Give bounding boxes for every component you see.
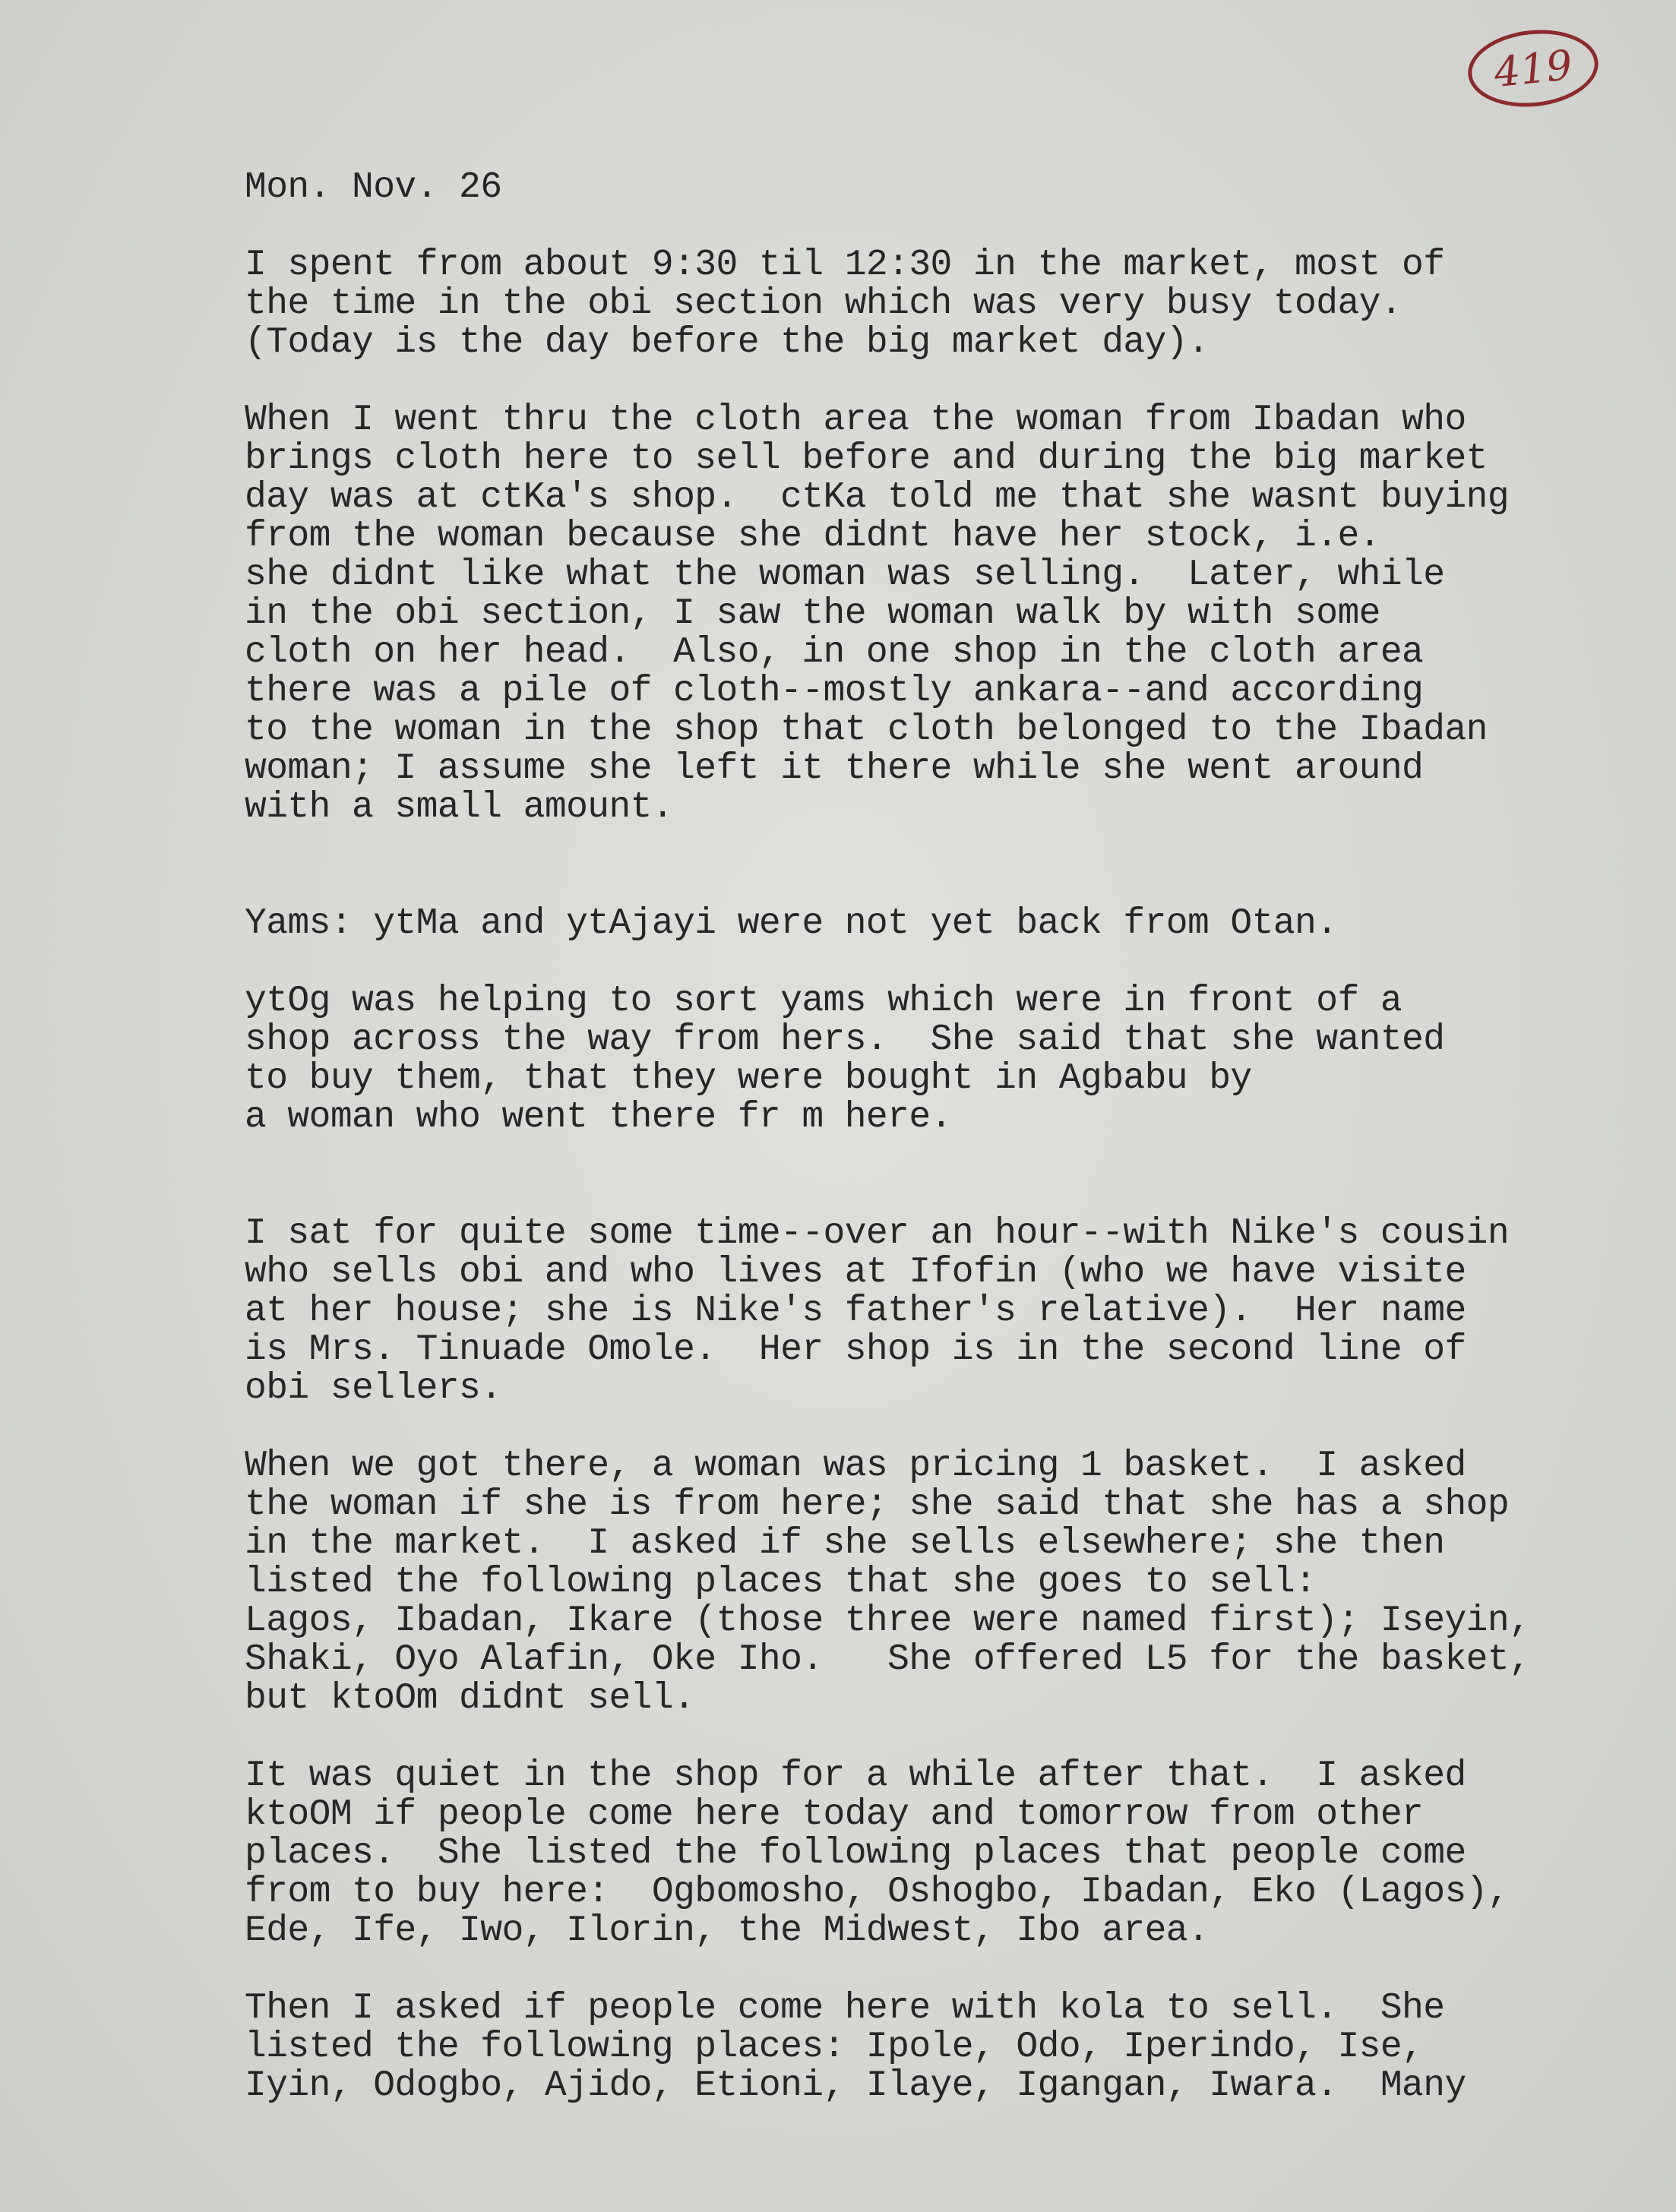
text-line: cloth on her head. Also, in one shop in the cloth area [245,632,1424,673]
text-line: (Today is the day before the big market day). [245,322,1210,363]
text-line: Then I asked if people come here with kola to sell. She [245,1988,1445,2029]
text-line: places. She listed the following places that people come [245,1833,1466,1874]
text-line: day was at ctKa's shop. ctKa told me that she wasnt buying [245,477,1510,518]
text-line: from to buy here: Ogbomosho, Oshogbo, Ibadan, Eko (Lagos), [245,1872,1510,1913]
text-line: there was a pile of cloth--mostly ankara--and according [245,671,1424,712]
paragraph [245,1757,1658,1951]
text-line: It was quiet in the shop for a while after that. I asked [245,1755,1466,1796]
text-line: is Mrs. Tinuade Omole. Her shop is in the second line of [245,1329,1466,1370]
paragraph [245,1447,1658,1718]
text-line: who sells obi and who lives at Ifofin (who we have visite [245,1252,1466,1293]
text-line: Shaki, Oyo Alafin, Oke Iho. She offered L5 for the basket, [245,1639,1531,1680]
text-line: from the woman because she didnt have her stock, i.e. [245,516,1380,557]
paragraph [245,905,1658,943]
text-line: she didnt like what the woman was selling. Later, while [245,555,1445,596]
text-line: Ede, Ife, Iwo, Ilorin, the Midwest, Ibo area. [245,1910,1210,1951]
page-number-stamp: 419 [1464,24,1602,112]
text-line: to the woman in the shop that cloth belonged to the Ibadan [245,709,1488,750]
text-line: at her house; she is Nike's father's relative). Her name [245,1291,1466,1332]
text-line: Iyin, Odogbo, Ajido, Etioni, Ilaye, Igangan, Iwara. Many [245,2065,1466,2106]
text-line: the woman if she is from here; she said that she has a shop [245,1484,1510,1525]
paragraph [245,246,1658,362]
text-line: ytOg was helping to sort yams which were in front of a [245,981,1402,1022]
text-line: obi sellers. [245,1368,502,1409]
text-line: woman; I assume she left it there while she went around [245,748,1424,789]
text-line: shop across the way from hers. She said that she wanted [245,1019,1445,1060]
text-line: but ktoOm didnt sell. [245,1678,695,1719]
text-line: the time in the obi section which was very busy today. [245,283,1402,324]
paragraph [245,982,1658,1137]
text-line: in the obi section, I saw the woman walk by with some [245,593,1380,634]
text-line: I sat for quite some time--over an hour--with Nike's cousin [245,1213,1510,1254]
date-heading: Mon. Nov. 26 [245,167,502,208]
text-line: in the market. I asked if she sells elsewhere; she then [245,1523,1445,1564]
text-line: listed the following places: Ipole, Odo, Iperindo, Ise, [245,2027,1424,2068]
paragraph [245,401,1658,827]
text-line: brings cloth here to sell before and during the big market [245,438,1488,479]
text-line: ktoOM if people come here today and tomorrow from other [245,1794,1424,1835]
text-line: Lagos, Ibadan, Ikare (those three were named first); Iseyin, [245,1601,1531,1642]
text-line: a woman who went there fr m here. [245,1097,952,1138]
text-line: When we got there, a woman was pricing 1 basket. I asked [245,1446,1466,1487]
text-line: listed the following places that she goes to sell: [245,1562,1317,1603]
body-text [245,169,1658,2106]
text-line: to buy them, that they were bought in Agbabu by [245,1058,1252,1099]
paragraph [245,1215,1658,1408]
text-line: I spent from about 9:30 til 12:30 in the market, most of [245,245,1445,286]
text-line: with a small amount. [245,787,674,828]
text-line: When I went thru the cloth area the woman from Ibadan who [245,400,1466,441]
paragraph [245,1989,1658,2106]
text-line: Yams: ytMa and ytAjayi were not yet back from Otan. [245,903,1338,944]
